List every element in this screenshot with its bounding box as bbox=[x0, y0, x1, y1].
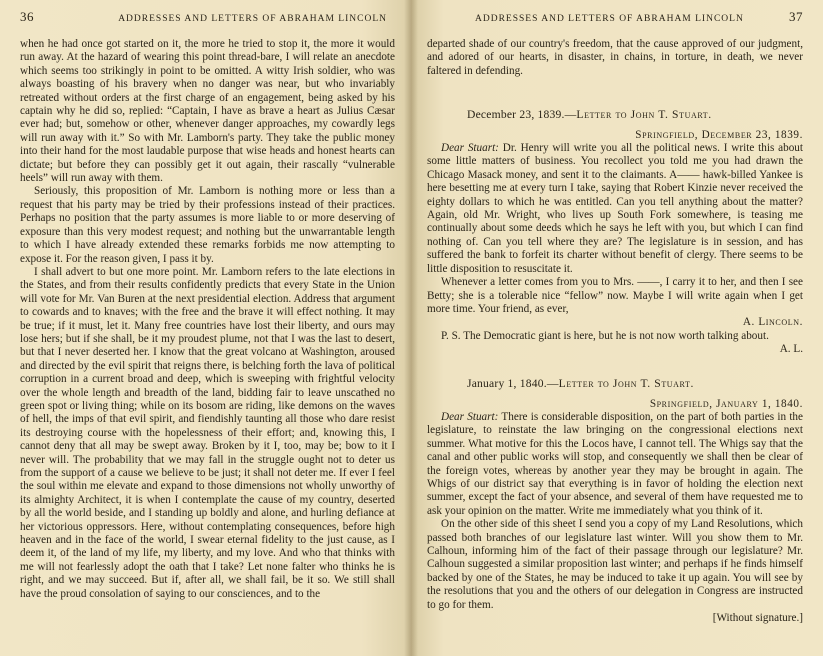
postscript bbox=[427, 329, 803, 356]
page-number: 36 bbox=[20, 9, 34, 24]
right-page-body bbox=[427, 38, 803, 625]
continuation-paragraph: departed shade of our country's freedom, that the cause approved of our judgment, and adored of our hearts, in disaster, in chains, in torture, in death, we never faltered in defending. bbox=[427, 38, 803, 77]
left-page-header bbox=[20, 9, 395, 29]
letter-title: Letter to John T. Stuart. bbox=[576, 108, 712, 122]
running-title: ADDRESSES AND LETTERS OF ABRAHAM LINCOLN bbox=[475, 14, 744, 24]
postscript-text: P. S. The Democratic giant is here, but he is not now worth talking about. bbox=[441, 329, 769, 342]
closing-note: [Without signature.] bbox=[712, 612, 803, 625]
running-title: ADDRESSES AND LETTERS OF ABRAHAM LINCOLN bbox=[118, 14, 387, 24]
postscript-signature: A. L. bbox=[779, 343, 803, 356]
book-gutter bbox=[404, 0, 418, 656]
letter-title: Letter to John T. Stuart. bbox=[558, 377, 695, 391]
left-page bbox=[0, 0, 411, 656]
letter-body: Whenever a letter comes from you to Mrs. ——, I carry it to her, and then I see Betty; she is a tolerable nice “fellow” now. Maybe I will write again when I get more time. Your friend, as ever, bbox=[427, 276, 803, 315]
letter-body: On the other side of this sheet I send you a copy of my Land Resolutions, which passed both branches of our legislature last winter. Will you show them to Mr. Calhoun, informing him of the fact of their passage through our legislature? Mr. Calhoun suggested a similar proposition last winter; and perhaps if he finds himself backed by one of the States, he may be induced to take it up again. You will see by the resolutions that you and the others of our delegation in Congress are instructed to go for them. bbox=[427, 518, 803, 611]
salutation: Dear Stuart: bbox=[441, 410, 499, 423]
page-number: 37 bbox=[789, 9, 803, 24]
letter-heading bbox=[467, 377, 803, 390]
signature: A. Lincoln. bbox=[742, 316, 803, 329]
letter-date: December 23, 1839.— bbox=[467, 108, 577, 122]
right-page-header bbox=[427, 9, 803, 29]
letter-date: January 1, 1840.— bbox=[467, 377, 559, 391]
letter-heading bbox=[467, 108, 803, 121]
letter-place: Springfield, December 23, 1839. bbox=[635, 128, 803, 141]
letter-body: There is considerable disposition, on the part of both parties in the legislature, to reinstate the law bringing on the congressional elections next summer. What motive for this the Locos have, I cannot tell. The Whigs say that the canal and other public works will stop, and consequently we shall then be clear of the foreign votes, whereas by another year they may be brought in again. The Whigs of our district say that everything is in favor of holding the election next summer, except the fact of your absence, and several of them have requested me to ask your opinion on the matter. Write me immediately what you think of it. bbox=[427, 410, 803, 517]
salutation: Dear Stuart: bbox=[441, 142, 499, 155]
paragraph: I shall advert to but one more point. Mr. Lamborn refers to the late elections in the States, and from their results confidently predicts that every State in the Union will vote for Mr. Van Buren at the next presidential election. Address that argument to cowards and to knaves; with the free and the brave it will effect nothing. It may be true; if it must, let it. Many free countries have lost their liberty, and ours may lose hers; but if she shall, be it my proudest plume, not that I was the last to desert, but that I never deserted her. I know that the great volcano at Washington, aroused and directed by the evil spirit that reigns there, is belching forth the lava of political corruption in a current broad and deep, which is sweeping with frightful velocity over the whole length and breadth of the land, bidding fair to leave unscathed no green spot or living thing; while on its bosom are riding, like demons on the waves of hell, the imps of that evil spirit, and fiendishly taunting all those who dare resist its destroying course with the hopelessness of their effort; and, knowing this, I cannot deny that all may be swept away. Broken by it I, too, may be; bow to it I never will. The probability that we may fall in the struggle ought not to deter us from the support of a cause we believe to be just; it shall not deter me. If ever I feel the soul within me elevate and expand to those dimensions not wholly unworthy of its almighty Architect, it is when I contemplate the cause of my country, deserted by all the world beside, and I standing up boldly and alone, and hurling defiance at her victorious oppressors. Here, without contemplating consequences, before high heaven and in the face of the world, I swear eternal fidelity to the just cause, as I deem it, of the land of my life, my liberty, and my love. And who that thinks with me will not fearlessly adopt the oath that I take? Let none falter who thinks he is right, and we may succeed. But if, after all, we shall fail, be it so. We still shall have the proud consolation of saying to our consciences, and to the bbox=[20, 265, 395, 600]
letter-place: Springfield, January 1, 1840. bbox=[649, 397, 803, 410]
paragraph: when he had once got started on it, the more he tried to stop it, the more it would run away. At the hazard of wearing this point thread-bare, I will relate an anecdote which seems too strikingly in point to be omitted. A witty Irish soldier, who was always boasting of his bravery when no danger was near, but who invariably retreated without orders at the first charge of an engagement, being asked by his captain why he did so, replied: “Captain, I have as brave a heart as Julius Cæsar ever had; but, somehow or other, whenever danger approaches, my cowardly legs will run away with it.” So with Mr. Lamborn's party. They take the public money into their hand for the most laudable purpose that wise heads and honest hearts can dictate; but before they can possibly get it out again, their rascally “vulnerable heels” will run away with them. bbox=[20, 38, 395, 185]
letter-body: Dr. Henry will write you all the political news. I write this about some little matters of business. You recollect you told me you had drawn the Chicago Masack money, and sent it to the claimants. A—— hawk-billed Yankee is here besetting me at every turn I take, saying that Robert Kinzie never received the eighty dollars to which he was entitled. Can you tell anything about the matter? Again, old Mr. Wright, who lives up South Fork somewhere, is teasing me continually about some deeds which he says he left with you, but which I can find nothing of. Can you tell where they are? The legislature is in session, and has suffered the bank to forfeit its charter without benefit of clergy. There seems to be little disposition to resuscitate it. bbox=[427, 142, 803, 275]
paragraph: Seriously, this proposition of Mr. Lamborn is nothing more or less than a request that his party may be tried by their professions instead of their practices. Perhaps no position that the party assumes is more liable to or more deserving of exposure than this very modest request; and nothing but the unwarrantable length to which I have already extended these remarks forbids me now attempting to expose it. For the reason given, I pass it by. bbox=[20, 185, 395, 265]
right-page bbox=[411, 0, 823, 656]
left-page-body bbox=[20, 38, 395, 601]
